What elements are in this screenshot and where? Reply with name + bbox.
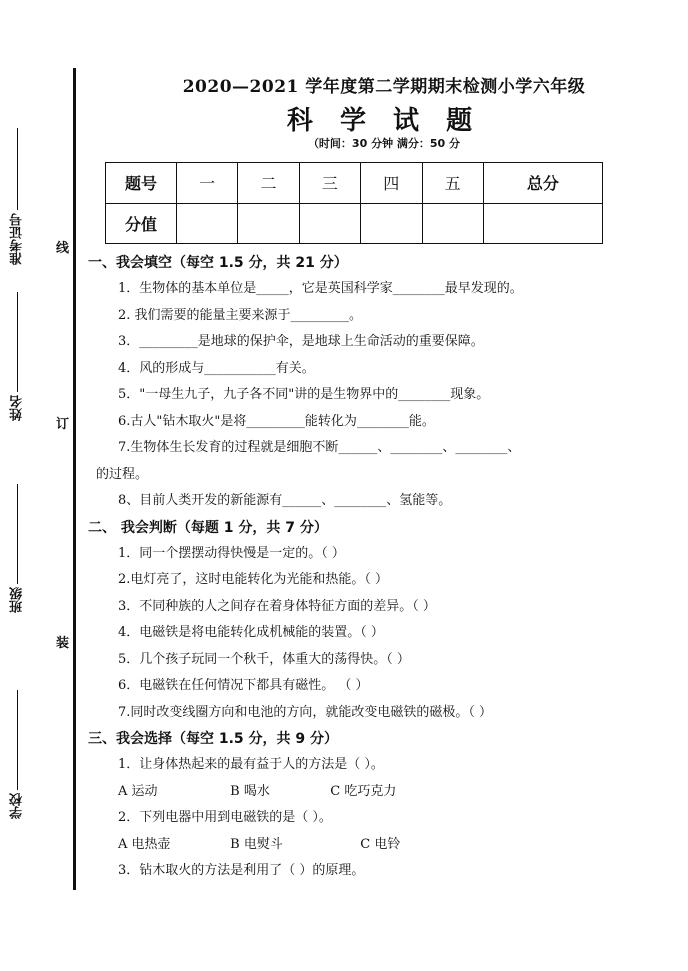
question: 8、目前人类开发的新能源有______、________、氢能等。 bbox=[118, 493, 452, 508]
option: A 运动 bbox=[118, 783, 158, 799]
exam-header-title: 2020—2021 学年度第二学期期末检测小学六年级 bbox=[182, 77, 586, 97]
question: 5．"一母生九子，九子各不同"讲的是生物界中的________现象。 bbox=[118, 387, 490, 402]
score-row-label: 分值 bbox=[106, 203, 177, 244]
question: 6.古人"钻木取火"是将_________能转化为________能。 bbox=[118, 413, 435, 429]
score-header-cell: 五 bbox=[422, 163, 483, 204]
school-rule bbox=[17, 690, 18, 790]
question: 3．钻木取火的方法是利用了（ ）的原理。 bbox=[118, 863, 365, 878]
score-cell[interactable] bbox=[299, 203, 360, 244]
binding-line bbox=[73, 68, 76, 890]
subject-title: 科 学 试 题 bbox=[286, 106, 482, 136]
school-field bbox=[0, 690, 34, 819]
name-label: 姓名 bbox=[9, 395, 25, 421]
school-label: 学校 bbox=[9, 793, 25, 819]
option: B 喝水 bbox=[230, 783, 270, 799]
score-cell[interactable] bbox=[238, 203, 299, 244]
exam-content bbox=[88, 250, 628, 885]
question: 7.同时改变线圈方向和电池的方向，就能改变电磁铁的磁极。（ ） bbox=[118, 704, 493, 720]
score-header-cell: 三 bbox=[299, 163, 360, 204]
option: C 电铃 bbox=[360, 836, 401, 852]
score-table-value-row bbox=[106, 203, 603, 244]
score-header-cell: 一 bbox=[177, 163, 238, 204]
question: 7.生物体生长发育的过程就是细胞不断______、________、________、 bbox=[118, 440, 521, 455]
score-header-cell: 四 bbox=[361, 163, 422, 204]
score-header-cell: 总分 bbox=[483, 163, 602, 204]
class-rule bbox=[17, 484, 18, 584]
score-table-header-row bbox=[106, 163, 603, 204]
section-heading-choice: 三、我会选择（每空 1.5 分，共 9 分） bbox=[88, 731, 339, 747]
question: 4．风的形成与___________有关。 bbox=[118, 360, 315, 376]
score-cell[interactable] bbox=[177, 203, 238, 244]
question: 3．不同种族的人之间存在着身体特征方面的差异。（ ） bbox=[118, 598, 436, 614]
section-heading-fill: 一、我会填空（每空 1.5 分，共 21 分） bbox=[88, 255, 348, 271]
question: 3．_________是地球的保护伞，是地球上生命活动的重要保障。 bbox=[118, 334, 484, 349]
exam-number-rule bbox=[17, 128, 18, 210]
cut-mark-staple: 装 bbox=[56, 636, 70, 651]
exam-number-label: 准考证号 bbox=[9, 213, 25, 265]
section-heading-judge: 二、 我会判断（每题 1 分，共 7 分） bbox=[88, 519, 328, 536]
class-label: 班级 bbox=[9, 587, 25, 613]
question: 4．电磁铁是将电能转化成机械能的装置。（ ） bbox=[118, 625, 384, 640]
name-rule bbox=[17, 292, 18, 392]
score-header-cell: 二 bbox=[238, 163, 299, 204]
cut-mark-line: 线 bbox=[56, 241, 70, 256]
score-table bbox=[105, 162, 603, 244]
name-field bbox=[0, 292, 34, 421]
score-header-cell: 题号 bbox=[106, 163, 177, 204]
question: 1．同一个摆摆动得快慢是一定的。（ ） bbox=[118, 545, 345, 561]
question: 2. 我们需要的能量主要来源于_________。 bbox=[118, 307, 363, 323]
question: 6．电磁铁在任何情况下都具有磁性。 （ ） bbox=[118, 678, 369, 693]
score-cell[interactable] bbox=[361, 203, 422, 244]
cut-mark-bind: 订 bbox=[56, 417, 70, 432]
option-row bbox=[88, 832, 628, 859]
score-cell[interactable] bbox=[422, 203, 483, 244]
question-continuation: 的过程。 bbox=[96, 466, 149, 482]
question: 2．下列电器中用到电磁铁的是（ ）。 bbox=[118, 810, 332, 825]
question: 1．让身体热起来的最有益于人的方法是（ ）。 bbox=[118, 757, 384, 772]
question: 5．几个孩子玩同一个秋千，体重大的荡得快。（ ） bbox=[118, 651, 410, 667]
option: B 电熨斗 bbox=[230, 836, 283, 852]
option: C 吃巧克力 bbox=[330, 783, 397, 799]
binding-margin bbox=[0, 0, 80, 971]
option: A 电热壶 bbox=[118, 836, 171, 852]
exam-meta: （时间：30 分钟 满分：50 分 bbox=[307, 137, 461, 150]
option-row bbox=[88, 779, 628, 806]
exam-number-field bbox=[0, 128, 34, 265]
question: 2.电灯亮了，这时电能转化为光能和热能。（ ） bbox=[118, 572, 389, 587]
question: 1．生物体的基本单位是_____，它是英国科学家________最早发现的。 bbox=[118, 281, 523, 296]
class-field bbox=[0, 484, 34, 613]
score-cell[interactable] bbox=[483, 203, 602, 244]
